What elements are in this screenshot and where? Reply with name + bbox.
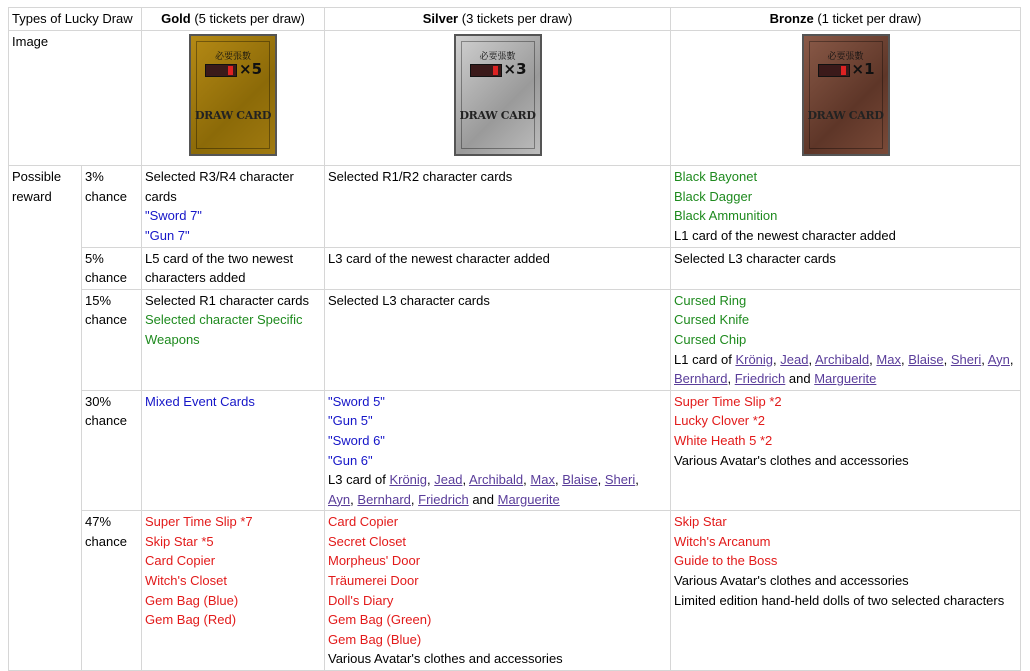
- character-link-ayn[interactable]: Ayn: [328, 491, 351, 507]
- reward-item: Selected character Specific Weapons: [145, 312, 303, 347]
- reward-item: Secret Closet: [328, 533, 407, 549]
- reward-item: L1 card of the newest character added: [674, 227, 896, 243]
- reward-item: Träumerei Door: [328, 573, 419, 589]
- reward-item: White Heath 5 *2: [674, 432, 773, 448]
- reward-item: Witch's Closet: [145, 573, 227, 589]
- reward-item: Limited edition hand-held dolls of two selected characters: [674, 592, 1005, 608]
- reward-row-47: [9, 511, 1021, 671]
- silver-reward-cell: [325, 247, 671, 289]
- gold-reward-cell: [142, 247, 325, 289]
- reward-item: Gem Bag (Blue): [145, 592, 239, 608]
- reward-item: Gem Bag (Green): [328, 612, 432, 628]
- character-link-marguerite[interactable]: Marguerite: [497, 491, 560, 507]
- reward-row-15: [9, 289, 1021, 390]
- bronze-reward-cell: [671, 511, 1021, 671]
- reward-item: Selected R1 character cards: [145, 292, 310, 308]
- reward-item: Doll's Diary: [328, 592, 394, 608]
- reward-item: Mixed Event Cards: [145, 393, 255, 409]
- reward-item: Selected R3/R4 character cards: [145, 169, 294, 204]
- character-link-kronig[interactable]: Krönig: [735, 351, 774, 367]
- reward-item: Super Time Slip *2: [674, 393, 782, 409]
- character-link-bernhard[interactable]: Bernhard: [357, 491, 411, 507]
- silver-reward-cell: [325, 511, 671, 671]
- image-row: [9, 30, 1021, 166]
- bronze-reward-cell: [671, 289, 1021, 390]
- bronze-reward-cell: [671, 247, 1021, 289]
- character-link-friedrich[interactable]: Friedrich: [418, 491, 469, 507]
- reward-item: Various Avatar's clothes and accessories: [328, 651, 563, 667]
- reward-item: Cursed Knife: [674, 312, 750, 328]
- reward-item: Cursed Chip: [674, 331, 747, 347]
- reward-item: Morpheus' Door: [328, 553, 421, 569]
- bronze-reward-cell: [671, 390, 1021, 511]
- reward-item: Various Avatar's clothes and accessories: [674, 573, 909, 589]
- character-link-ayn[interactable]: Ayn: [987, 351, 1010, 367]
- character-link-blaise[interactable]: Blaise: [562, 472, 598, 488]
- character-link-sheri[interactable]: Sheri: [950, 351, 982, 367]
- chance-cell: 5% chance: [82, 247, 142, 289]
- reward-item: Guide to the Boss: [674, 553, 778, 569]
- header-types: Types of Lucky Draw: [9, 8, 142, 31]
- reward-item: Card Copier: [145, 553, 216, 569]
- header-row: [9, 8, 1021, 31]
- silver-reward-cell: [325, 289, 671, 390]
- bronze-draw-card-image: 必要張數 ×1 DRAW CARD: [802, 34, 890, 156]
- gold-reward-cell: [142, 511, 325, 671]
- silver-draw-card-image: 必要張數 ×3 DRAW CARD: [454, 34, 542, 156]
- possible-reward-label: Possible reward: [9, 166, 82, 671]
- character-link-bernhard[interactable]: Bernhard: [674, 371, 728, 387]
- reward-row-5: [9, 247, 1021, 289]
- reward-item: Super Time Slip *7: [145, 514, 253, 530]
- reward-item: "Gun 5": [328, 413, 373, 429]
- header-silver: Silver (3 tickets per draw): [325, 8, 671, 31]
- reward-item: Selected L3 character cards: [328, 292, 490, 308]
- reward-item: "Sword 7": [145, 208, 202, 224]
- reward-item: Cursed Ring: [674, 292, 747, 308]
- reward-item: L3 card of the newest character added: [328, 250, 550, 266]
- silver-reward-cell: [325, 166, 671, 247]
- image-label: Image: [9, 30, 142, 166]
- chance-cell: 15% chance: [82, 289, 142, 390]
- character-link-kronig[interactable]: Krönig: [389, 472, 428, 488]
- chance-cell: 30% chance: [82, 390, 142, 511]
- reward-item: "Sword 6": [328, 432, 385, 448]
- reward-item: Various Avatar's clothes and accessories: [674, 452, 909, 468]
- reward-item: Black Bayonet: [674, 169, 758, 185]
- character-link-max[interactable]: Max: [530, 472, 555, 488]
- gold-reward-cell: [142, 166, 325, 247]
- silver-reward-cell: [325, 390, 671, 511]
- character-link-sheri[interactable]: Sheri: [604, 472, 636, 488]
- reward-item: Witch's Arcanum: [674, 533, 771, 549]
- character-link-marguerite[interactable]: Marguerite: [814, 371, 877, 387]
- chance-cell: 3% chance: [82, 166, 142, 247]
- reward-item: Gem Bag (Blue): [328, 631, 422, 647]
- reward-item: "Gun 6": [328, 452, 373, 468]
- gold-reward-cell: [142, 390, 325, 511]
- character-link-friedrich[interactable]: Friedrich: [734, 371, 786, 387]
- reward-item: Lucky Clover *2: [674, 413, 766, 429]
- reward-item: Black Dagger: [674, 188, 753, 204]
- header-bronze: Bronze (1 ticket per draw): [671, 8, 1021, 31]
- lucky-draw-table: [8, 7, 1021, 671]
- reward-item: "Sword 5": [328, 393, 385, 409]
- reward-item: Skip Star: [674, 514, 727, 530]
- reward-item: Gem Bag (Red): [145, 612, 237, 628]
- reward-row-3: [9, 166, 1021, 247]
- reward-item: "Gun 7": [145, 227, 190, 243]
- reward-item: Card Copier: [328, 514, 399, 530]
- reward-row-30: [9, 390, 1021, 511]
- character-link-jead[interactable]: Jead: [434, 472, 463, 488]
- reward-item: Selected R1/R2 character cards: [328, 169, 513, 185]
- character-link-max[interactable]: Max: [876, 351, 901, 367]
- reward-item: Black Ammunition: [674, 208, 778, 224]
- character-list: L1 card of Krönig, Jead, Archibald, Max, Blaise, Sheri, Ayn, Bernhard, Friedrich and Marguerite: [674, 351, 1014, 387]
- character-link-archibald[interactable]: Archibald: [814, 351, 870, 367]
- reward-item: L5 card of the two newest characters added: [145, 250, 294, 286]
- bronze-reward-cell: [671, 166, 1021, 247]
- character-link-archibald[interactable]: Archibald: [468, 472, 524, 488]
- gold-draw-card-image: 必要張數 ×5 DRAW CARD: [189, 34, 277, 156]
- character-link-blaise[interactable]: Blaise: [908, 351, 944, 367]
- reward-item: Skip Star *5: [145, 533, 214, 549]
- header-gold: Gold (5 tickets per draw): [142, 8, 325, 31]
- chance-cell: 47% chance: [82, 511, 142, 671]
- character-link-jead[interactable]: Jead: [780, 351, 809, 367]
- character-list: L3 card of Krönig, Jead, Archibald, Max, Blaise, Sheri, Ayn, Bernhard, Friedrich and Marguerite: [328, 472, 639, 507]
- reward-item: Selected L3 character cards: [674, 250, 836, 266]
- gold-reward-cell: [142, 289, 325, 390]
